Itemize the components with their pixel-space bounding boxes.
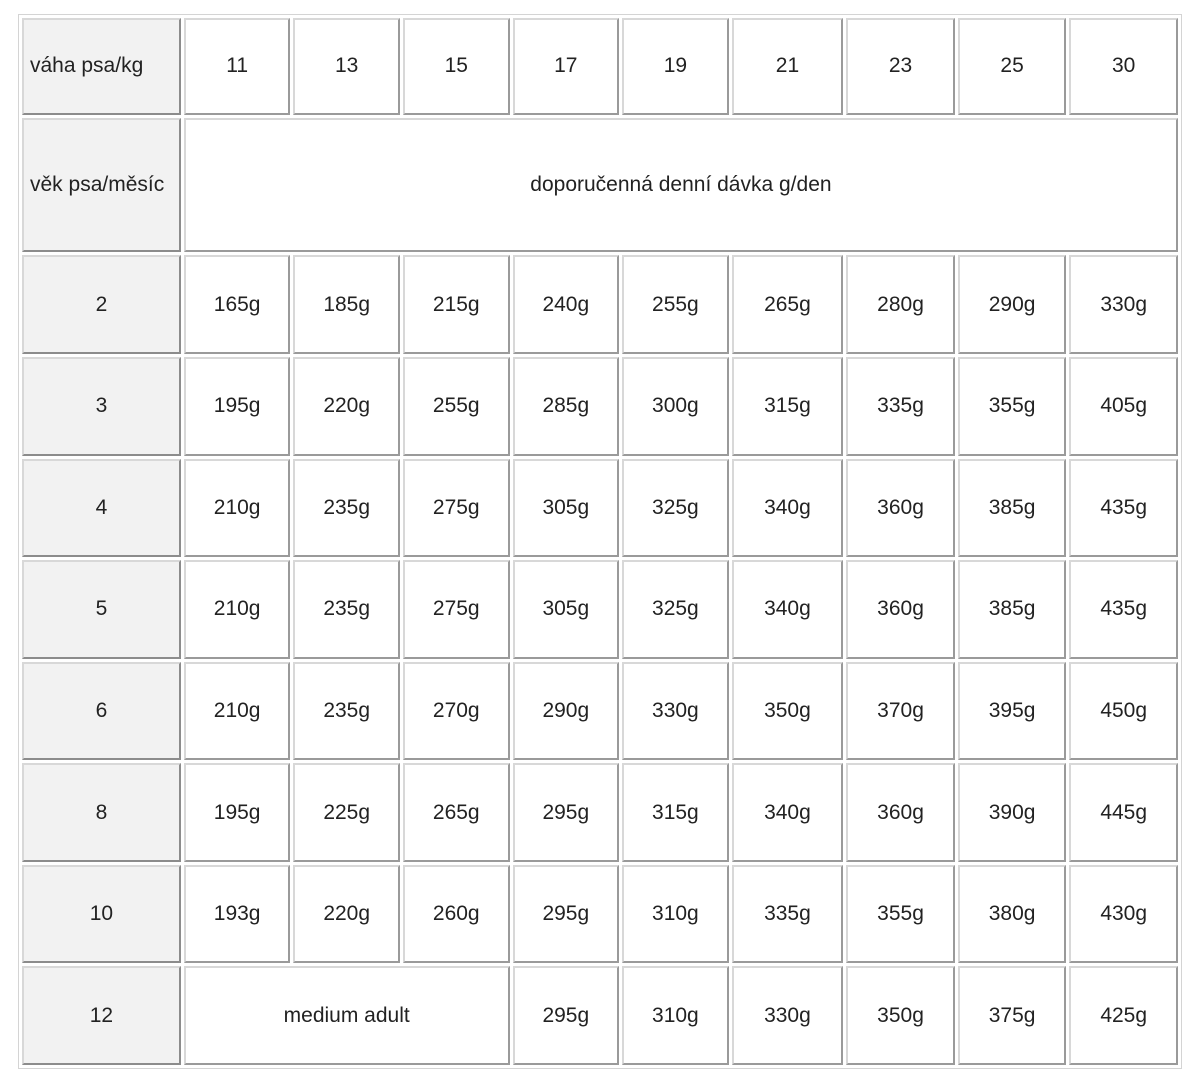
weight-header-cell: 30 [1069,18,1178,115]
dose-cell: 265g [403,763,510,862]
dose-cell: 340g [732,560,844,659]
dose-cell: 280g [846,255,955,354]
age-cell: 10 [22,865,181,964]
dose-cell: 193g [184,865,291,964]
table-row [22,459,1178,558]
dose-cell: 295g [513,763,620,862]
table-row [22,662,1178,761]
age-label-cell: věk psa/měsíc [22,118,181,253]
dose-cell: 210g [184,662,291,761]
age-cell: 5 [22,560,181,659]
weight-header-cell: 13 [293,18,400,115]
dose-cell: 370g [846,662,955,761]
dose-cell: 330g [1069,255,1178,354]
feeding-table [18,14,1182,1069]
dose-cell: 360g [846,459,955,558]
dose-cell: 195g [184,357,291,456]
dose-cell: 340g [732,459,844,558]
dose-cell: 385g [958,560,1067,659]
weight-header-cell: 11 [184,18,291,115]
table-body [22,18,1178,1065]
dose-cell: 385g [958,459,1067,558]
dose-cell: 335g [732,865,844,964]
dose-cell: 330g [622,662,729,761]
dose-cell: 255g [622,255,729,354]
weight-header-row [22,18,1178,115]
dose-cell: 270g [403,662,510,761]
dose-cell: 315g [732,357,844,456]
table-row [22,255,1178,354]
dose-cell: 315g [622,763,729,862]
weight-header-cell: 21 [732,18,844,115]
dose-cell: 380g [958,865,1067,964]
dose-cell: 240g [513,255,620,354]
dose-cell: 185g [293,255,400,354]
weight-header-cell: 15 [403,18,510,115]
dose-cell: 235g [293,459,400,558]
age-cell: 8 [22,763,181,862]
dose-cell: 210g [184,560,291,659]
dose-cell: 305g [513,560,620,659]
dose-cell: 220g [293,357,400,456]
dose-cell: 225g [293,763,400,862]
dose-cell: 435g [1069,560,1178,659]
dose-cell: 310g [622,865,729,964]
weight-label-cell: váha psa/kg [22,18,181,115]
dose-cell: 275g [403,560,510,659]
dose-cell: 430g [1069,865,1178,964]
dose-cell: 235g [293,662,400,761]
dose-cell: 265g [732,255,844,354]
weight-header-cell: 23 [846,18,955,115]
dose-cell: 445g [1069,763,1178,862]
dose-cell: 275g [403,459,510,558]
dose-cell: 285g [513,357,620,456]
dose-cell: 355g [958,357,1067,456]
dose-cell: 360g [846,560,955,659]
dose-cell: 350g [732,662,844,761]
dose-cell: 325g [622,560,729,659]
dose-cell: 300g [622,357,729,456]
table-row [22,357,1178,456]
table-row [22,560,1178,659]
weight-header-cell: 17 [513,18,620,115]
dose-cell: 310g [622,966,729,1065]
dose-cell: 195g [184,763,291,862]
dose-cell: 450g [1069,662,1178,761]
dose-cell: 350g [846,966,955,1065]
dose-cell: 235g [293,560,400,659]
age-cell: 12 [22,966,181,1065]
dose-cell: 390g [958,763,1067,862]
dose-cell: 295g [513,865,620,964]
dose-cell: 220g [293,865,400,964]
dose-cell: 255g [403,357,510,456]
dose-cell: 260g [403,865,510,964]
dose-cell: 305g [513,459,620,558]
feeding-table-container [18,14,1182,1069]
dose-cell: 335g [846,357,955,456]
dose-label-cell: doporučenná denní dávka g/den [184,118,1178,253]
age-header-row [22,118,1178,253]
dose-cell: 215g [403,255,510,354]
dose-cell: 295g [513,966,620,1065]
dose-cell: 405g [1069,357,1178,456]
table-row [22,966,1178,1065]
dose-cell: 360g [846,763,955,862]
weight-header-cell: 19 [622,18,729,115]
dose-cell: 340g [732,763,844,862]
dose-cell: 325g [622,459,729,558]
dose-cell: 290g [958,255,1067,354]
dose-cell: 395g [958,662,1067,761]
age-cell: 2 [22,255,181,354]
age-cell: 6 [22,662,181,761]
dose-cell: 330g [732,966,844,1065]
age-cell: 4 [22,459,181,558]
dose-cell: 290g [513,662,620,761]
dose-cell: 425g [1069,966,1178,1065]
dose-cell: 355g [846,865,955,964]
table-row [22,865,1178,964]
weight-header-cell: 25 [958,18,1067,115]
dose-cell: 210g [184,459,291,558]
dose-cell: 165g [184,255,291,354]
age-cell: 3 [22,357,181,456]
table-row [22,763,1178,862]
dose-cell: 375g [958,966,1067,1065]
dose-cell: 435g [1069,459,1178,558]
medium-adult-cell: medium adult [184,966,510,1065]
